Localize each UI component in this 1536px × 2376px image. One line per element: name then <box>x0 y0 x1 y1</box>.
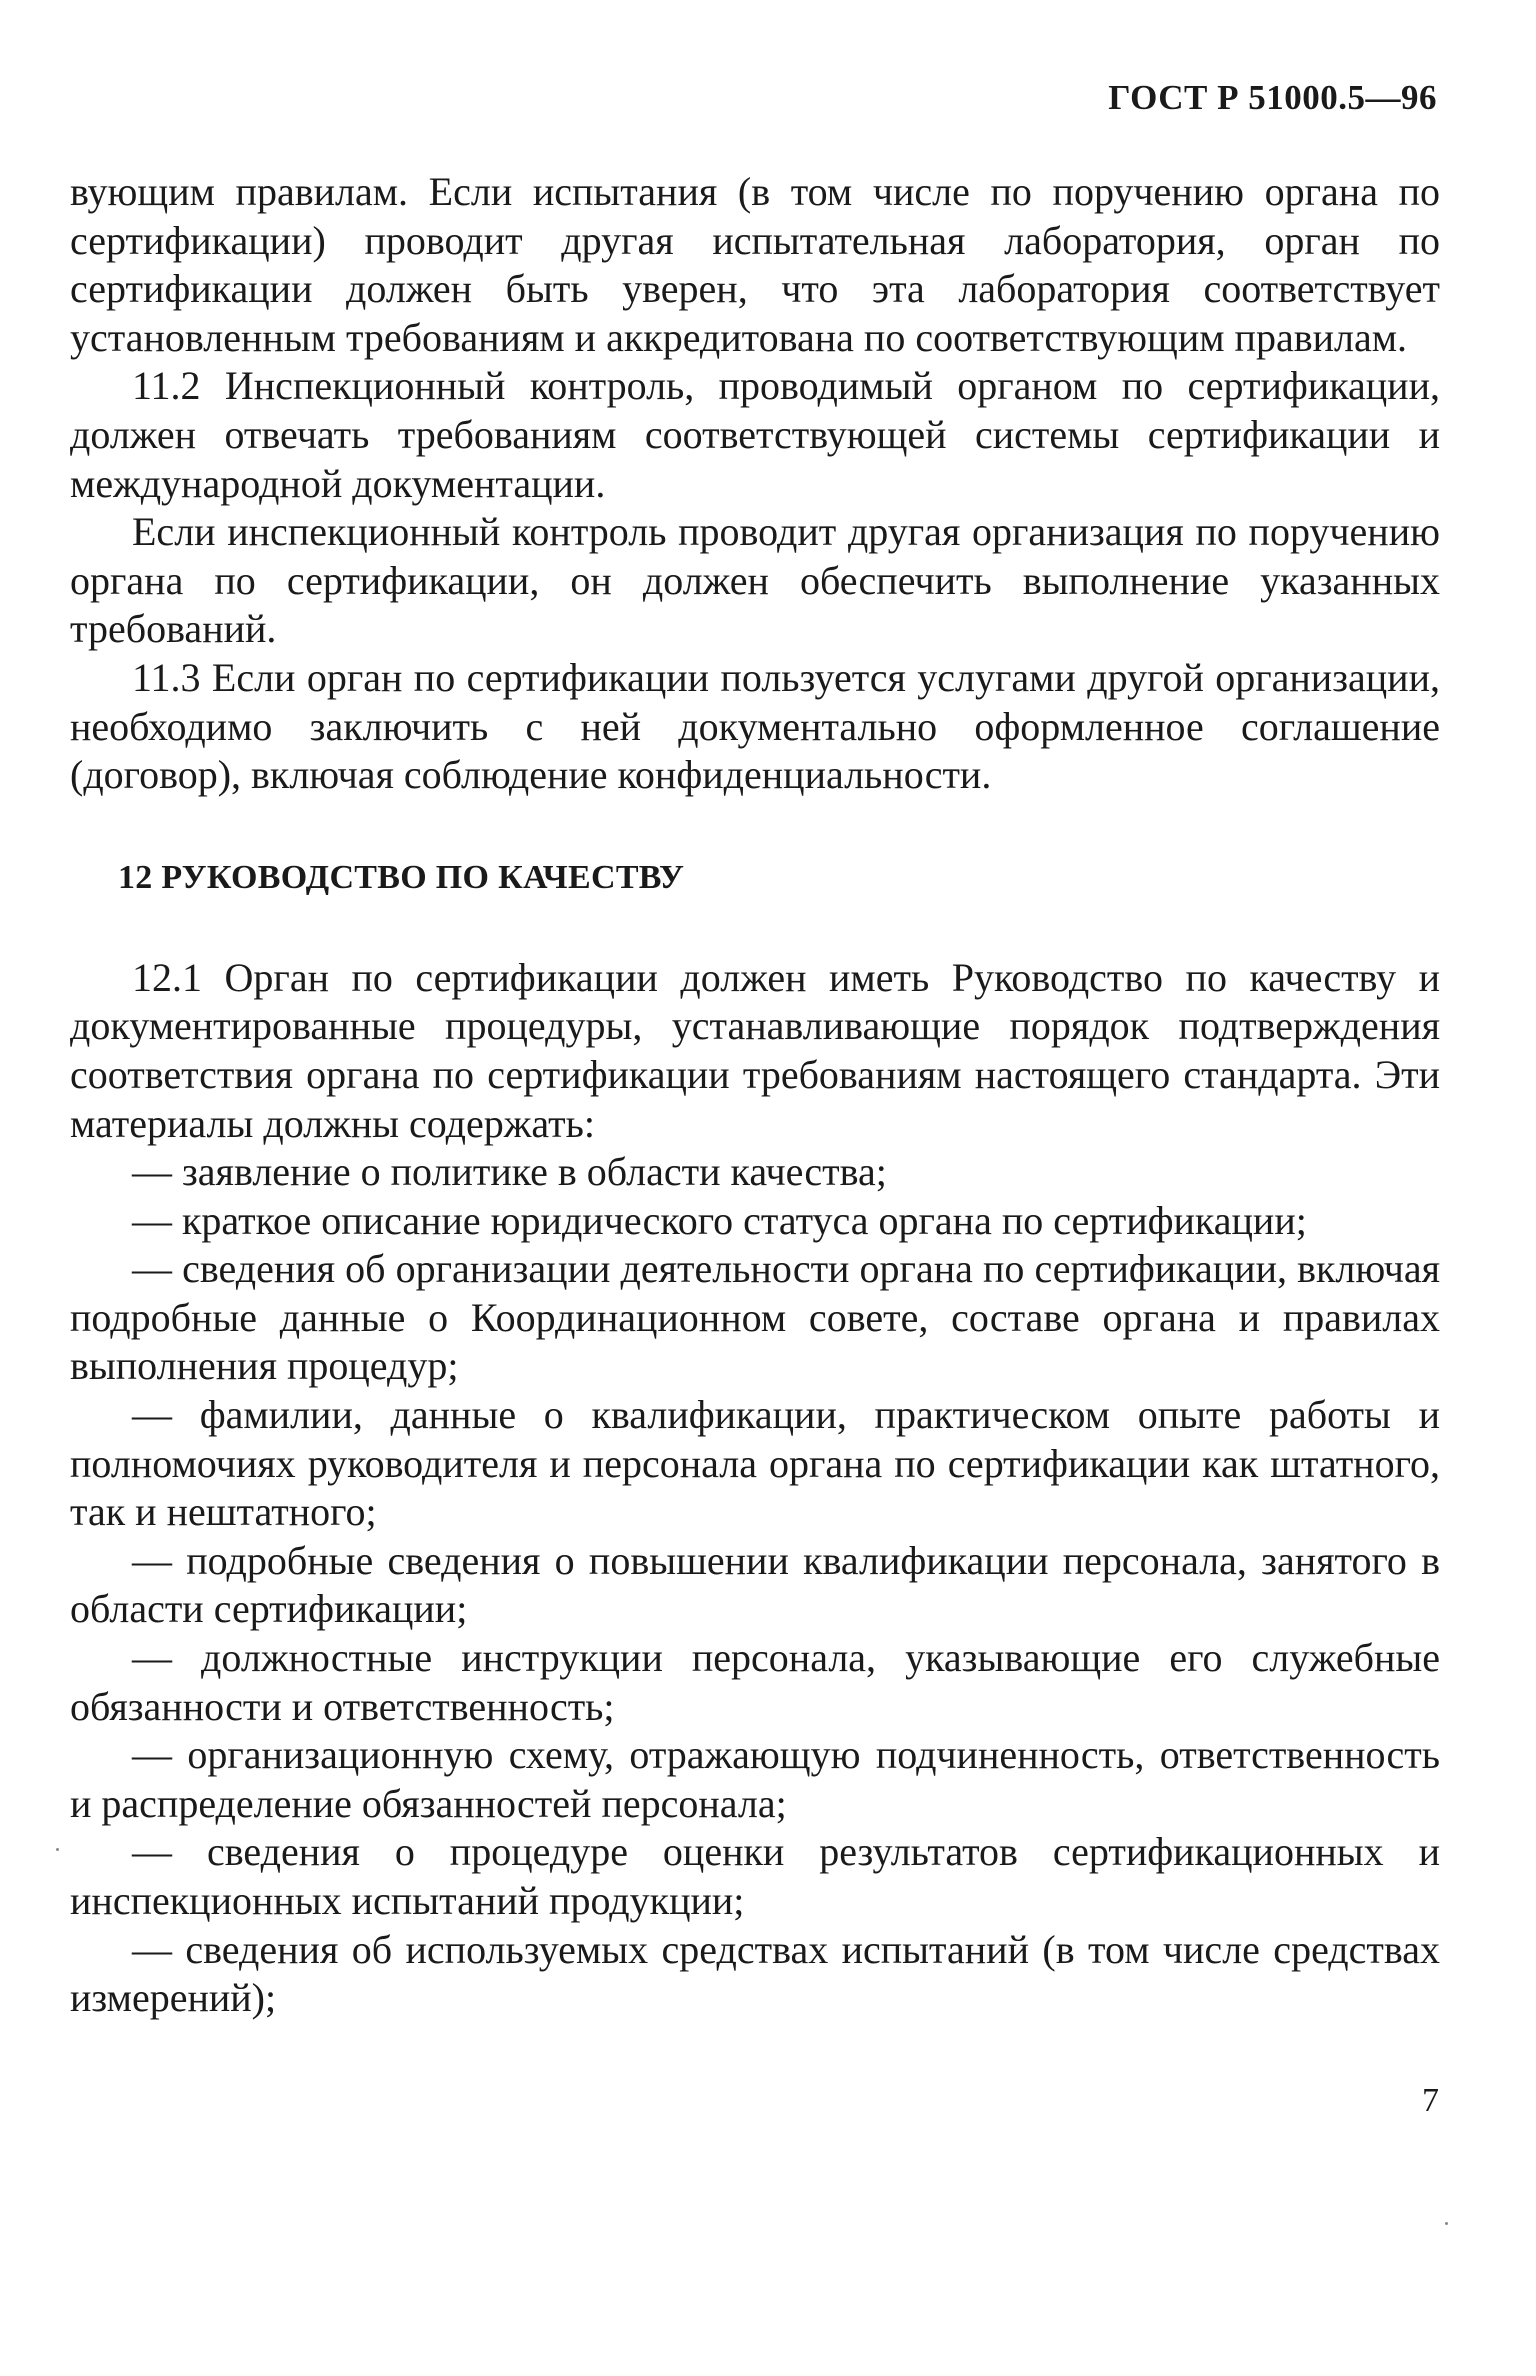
list-item: — сведения об организации деятельности органа по сертификации, включая подробные данные о Координационном совете, составе органа и правилах выполнения процедур; <box>70 1246 1440 1389</box>
section-12-title: 12 РУКОВОДСТВО ПО КАЧЕСТВУ <box>118 858 685 896</box>
list-item: — сведения о процедуре оценки результатов сертификационных и инспекционных испытаний продукции; <box>70 1829 1440 1923</box>
page-header-doc-id: ГОСТ Р 51000.5—96 <box>1108 78 1437 117</box>
document-body <box>70 168 1440 2023</box>
list-item: — должностные инструкции персонала, указывающие его служебные обязанности и ответственность; <box>70 1635 1440 1729</box>
paragraph-continuation: вующим правилам. Если испытания (в том числе по поручению органа по сертификации) проводит другая испытательная лаборатория, орган по сертификации должен быть уверен, что эта лаборатория соответствует установленным требованиям и аккредитована по соответствующим правилам. <box>70 169 1440 360</box>
list-item: — сведения об используемых средствах испытаний (в том числе средствах измерений); <box>70 1926 1440 2021</box>
list-item: — краткое описание юридического статуса органа по сертификации; <box>132 1197 1307 1243</box>
list-item: — фамилии, данные о квалификации, практическом опыте работы и полномочиях руководителя и персонала органа по сертификации как штатного, так и нештатного; <box>70 1392 1440 1535</box>
paragraph-11-3: 11.3 Если орган по сертификации пользуется услугами другой организации, необходимо заключить с ней документально оформленное соглашение (договор), включая соблюдение конфиденциальности. <box>70 654 1440 798</box>
paragraph-12-1: 12.1 Орган по сертификации должен иметь Руководство по качеству и документированные процедуры, устанавливающие порядок подтверждения соответствия органа по сертификации требованиям настоящего стандарта. Эти материалы должны содержать: <box>70 954 1440 1146</box>
paragraph-11-2-continued: Если инспекционный контроль проводит другая организация по поручению органа по сертификации, он должен обеспечить выполнение указанных требований. <box>70 509 1440 652</box>
list-item: — организационную схему, отражающую подчиненность, ответственность и распределение обязанностей персонала; <box>70 1732 1440 1826</box>
scan-speck <box>56 1848 59 1851</box>
list-item: — заявление о политике в области качества; <box>132 1149 887 1195</box>
list-item: — подробные сведения о повышении квалификации персонала, занятого в области сертификации; <box>70 1537 1440 1632</box>
scan-speck <box>1445 2222 1448 2225</box>
page-number: 7 <box>1422 2082 1439 2119</box>
paragraph-11-2: 11.2 Инспекционный контроль, проводимый органом по сертификации, должен отвечать требованиям соответствующей системы сертификации и международной документации. <box>70 363 1440 506</box>
